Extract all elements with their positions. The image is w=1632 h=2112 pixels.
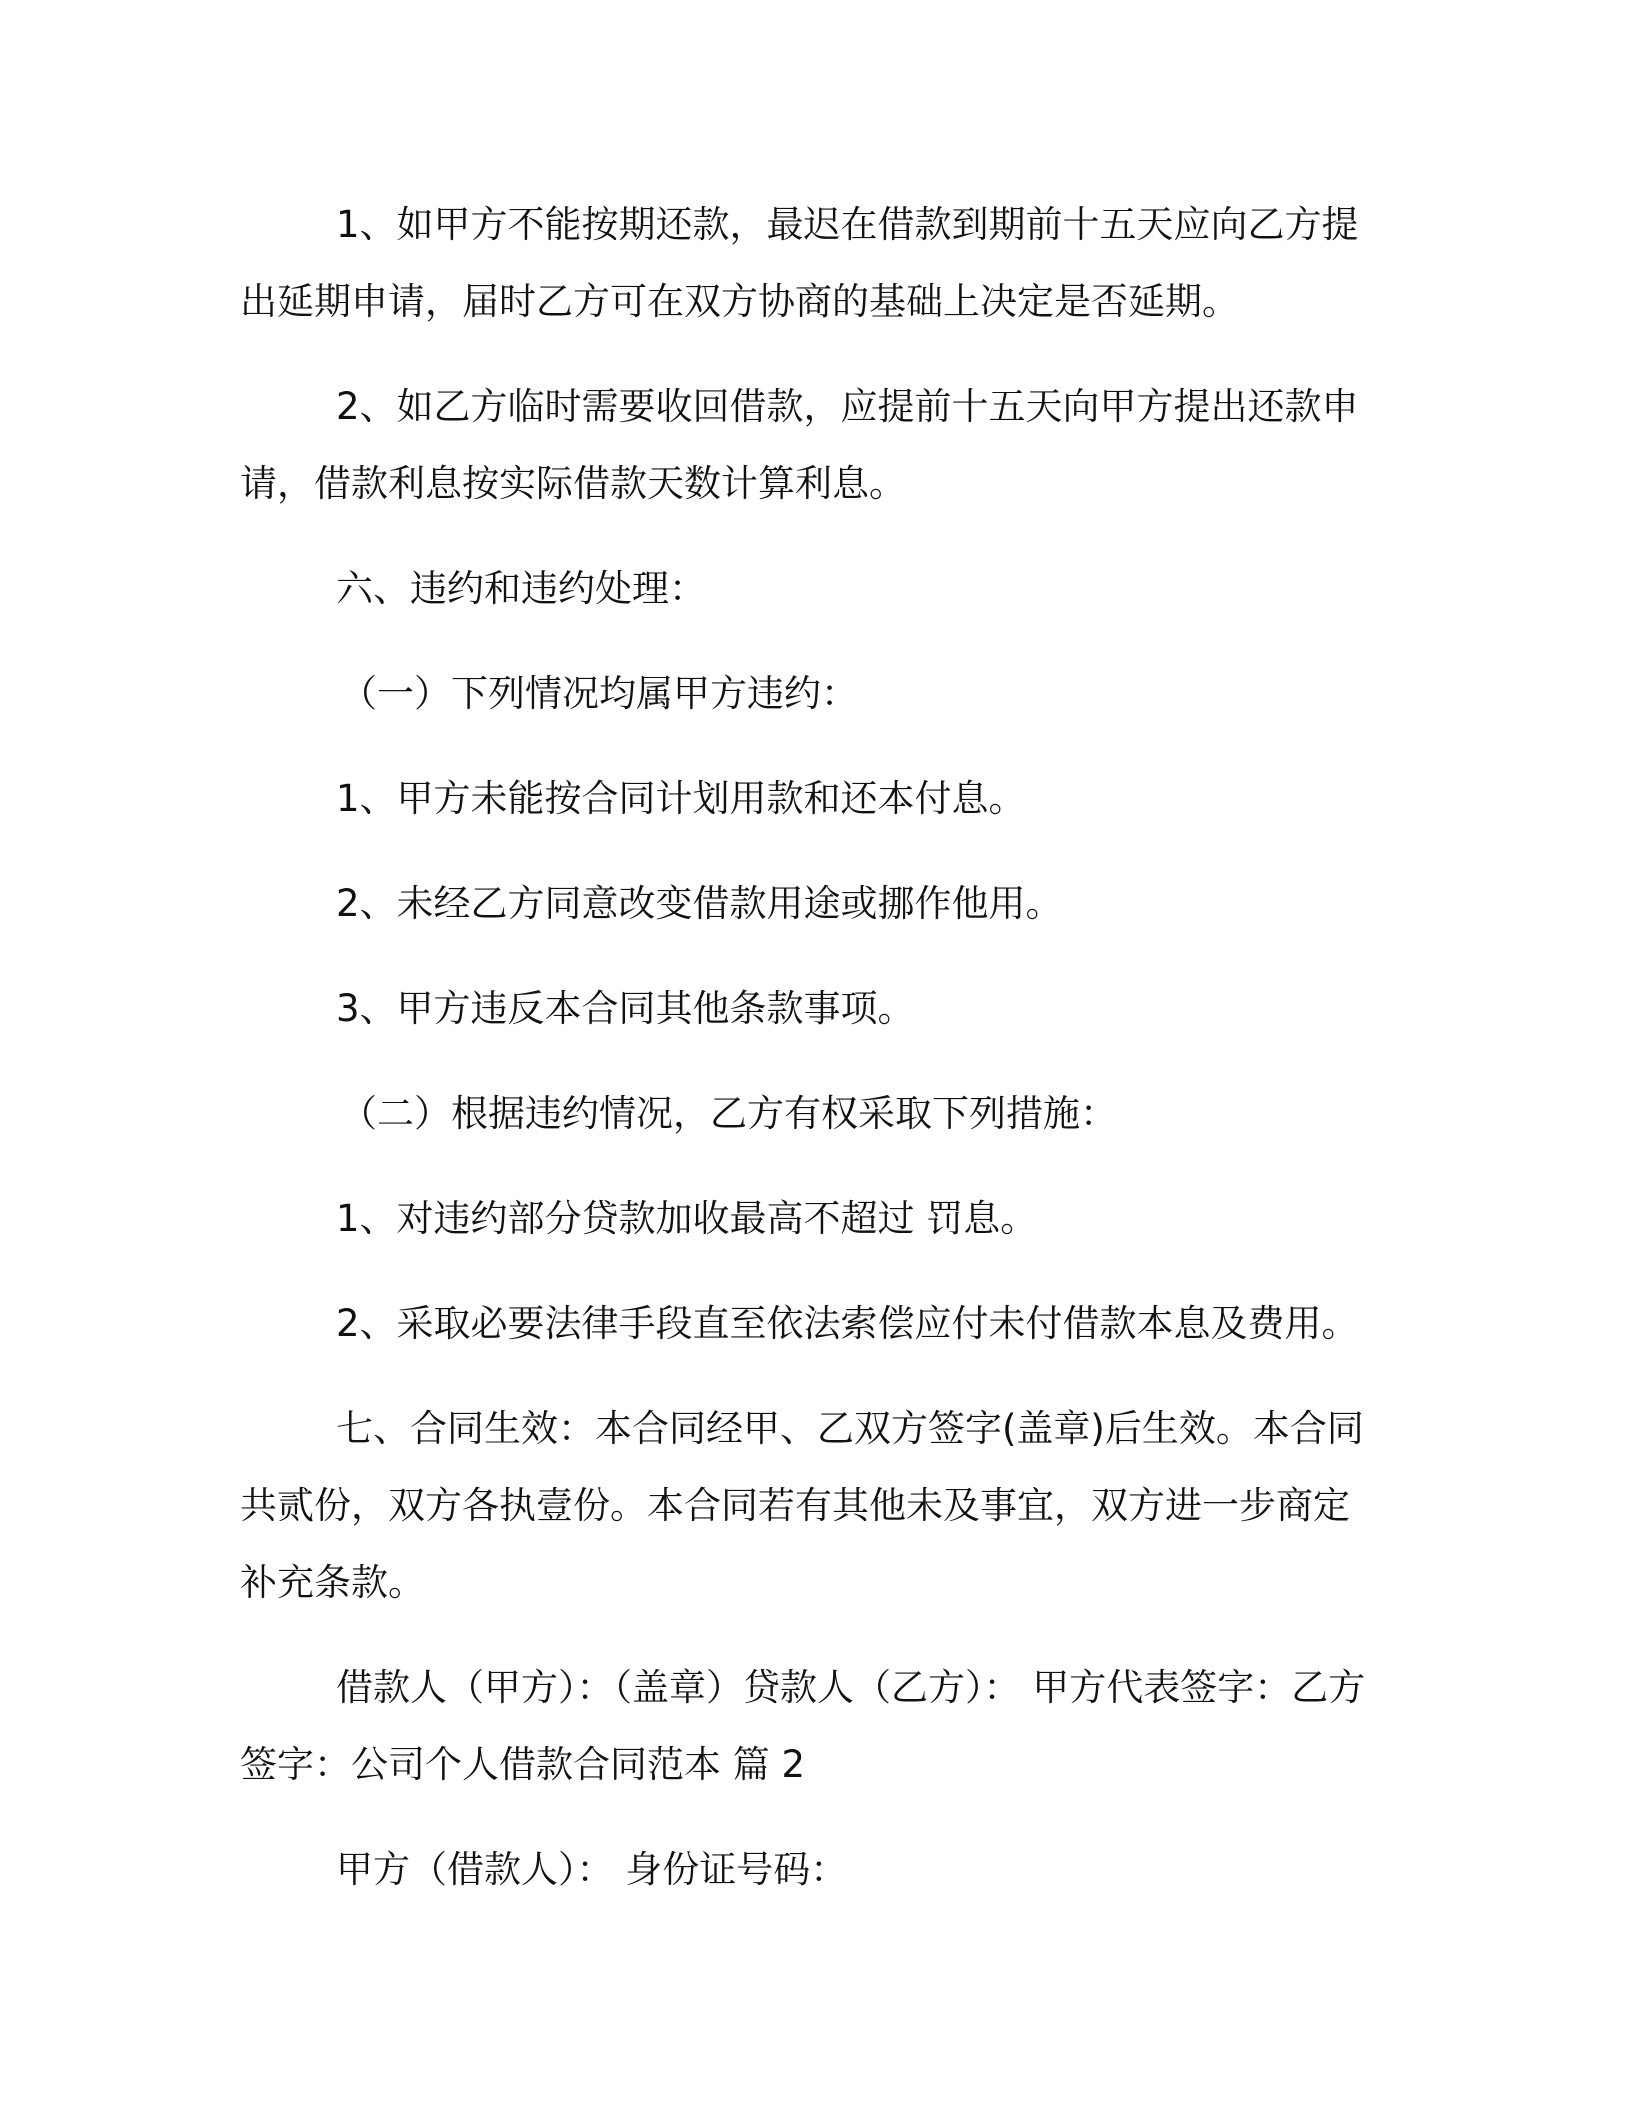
document-page — [240, 186, 1370, 1936]
section-contract-effect: 七、合同生效：本合同经甲、乙双方签字(盖章)后生效。本合同共贰份，双方各执壹份。本合同若有其他未及事宜，双方进一步商定补充条款。 — [240, 1407, 1364, 1604]
subsection-heading-party-a-breach: （一）下列情况均属甲方违约： — [340, 672, 858, 715]
party-a-id-line: 甲方（借款人）： 身份证号码： — [336, 1848, 848, 1891]
clause-early-recall: 2、如乙方临时需要收回借款，应提前十五天向甲方提出还款申请，借款利息按实际借款天数计算利息。 — [240, 385, 1359, 505]
signature-block: 借款人（甲方）：（盖章）贷款人（乙方）： 甲方代表签字：乙方签字：公司个人借款合同范本 篇 2 — [240, 1666, 1366, 1786]
breach-item-1: 1、甲方未能按合同计划用款和还本付息。 — [336, 777, 1026, 820]
clause-extension-request: 1、如甲方不能按期还款，最迟在借款到期前十五天应向乙方提出延期申请，届时乙方可在双方协商的基础上决定是否延期。 — [240, 203, 1359, 323]
breach-item-2: 2、未经乙方同意改变借款用途或挪作他用。 — [336, 882, 1063, 925]
measure-item-2: 2、采取必要法律手段直至依法索偿应付未付借款本息及费用。 — [336, 1302, 1359, 1345]
subsection-heading-measures: （二）根据违约情况，乙方有权采取下列措施： — [340, 1092, 1117, 1135]
breach-item-3: 3、甲方违反本合同其他条款事项。 — [336, 987, 915, 1030]
measure-item-1: 1、对违约部分贷款加收最高不超过 罚息。 — [336, 1197, 1038, 1240]
section-heading-breach: 六、违约和违约处理： — [336, 567, 706, 610]
